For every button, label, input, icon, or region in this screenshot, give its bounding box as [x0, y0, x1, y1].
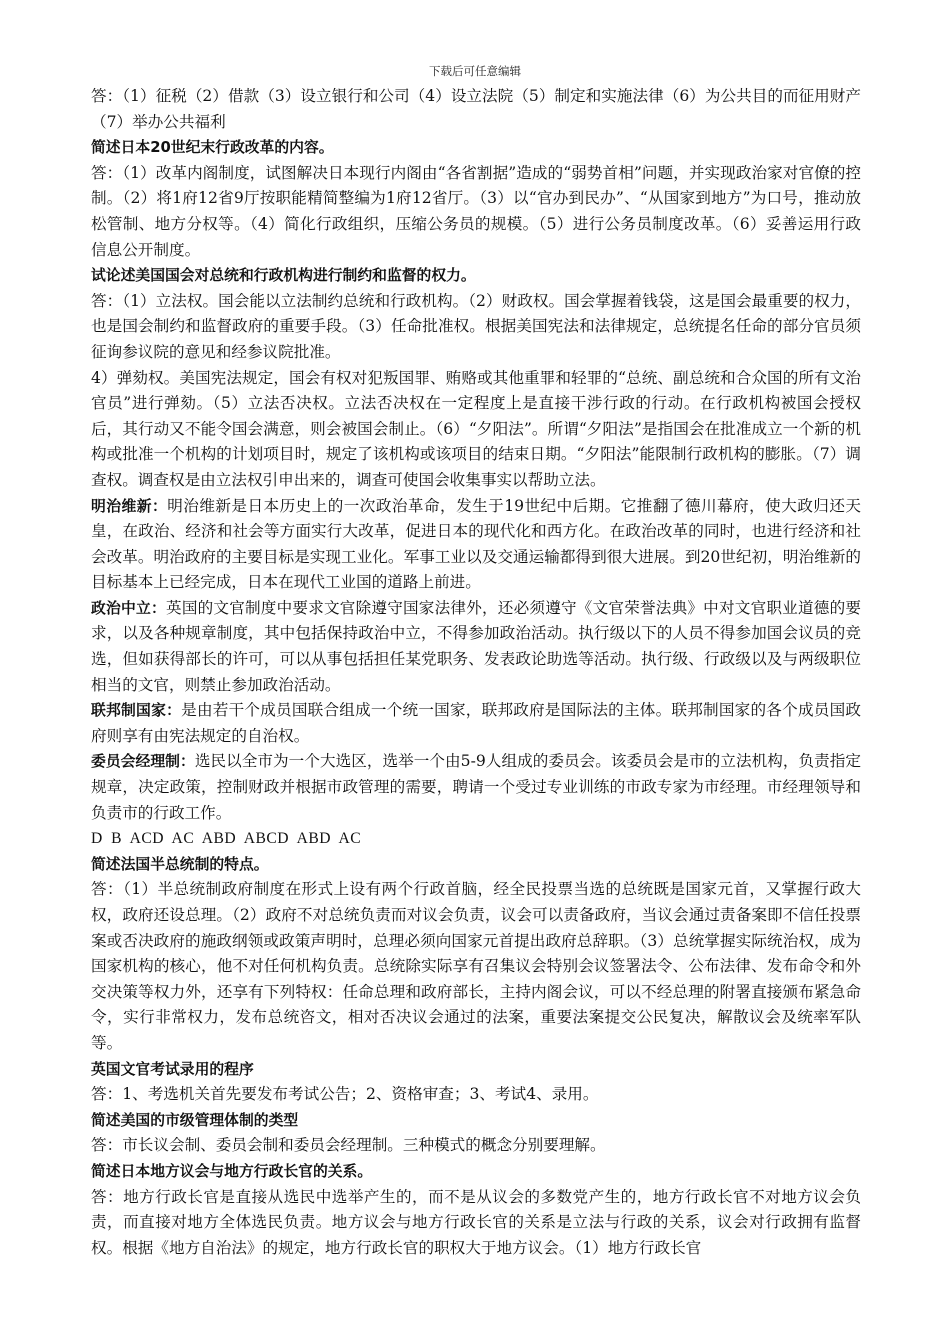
term-definition — [91, 494, 861, 596]
term-label: 委员会经理制： — [91, 753, 195, 771]
question-heading: 简述法国半总统制的特点。 — [91, 855, 269, 873]
page-header: 下载后可任意编辑 — [429, 64, 521, 78]
term-label: 明治维新： — [91, 497, 168, 515]
answer-key-line: D B ACD AC ABD ABCD ABD AC — [91, 830, 362, 848]
term-text: 是由若干个成员国联合组成一个统一国家，联邦政府是国际法的主体。联邦制国家的各个成员国政府则享有由宪法规定的自治权。 — [91, 701, 861, 745]
question-heading: 简述日本地方议会与地方行政长官的关系。 — [91, 1162, 373, 1180]
answer-paragraph: 答：（1）立法权。国会能以立法制约总统和行政机构。（2）财政权。国会掌握着钱袋，这是国会最重要的权力，也是国会制约和监督政府的重要手段。（3）任命批准权。根据美国宪法和法律规定，总统提名任命的部分官员须征询参议院的意见和经参议院批准。 — [91, 291, 861, 361]
term-definition — [91, 749, 861, 826]
term-definition — [91, 596, 861, 698]
document-body — [91, 84, 861, 1261]
answer-paragraph: 答：（1）征税（2）借款（3）设立银行和公司（4）设立法院（5）制定和实施法律（6）为公共目的而征用财产（7）举办公共福利 — [91, 87, 861, 131]
term-label: 联邦制国家： — [91, 702, 182, 720]
question-heading: 简述美国的市级管理体制的类型 — [91, 1111, 299, 1129]
answer-paragraph: 答：（1）半总统制政府制度在形式上设有两个行政首脑，经全民投票当选的总统既是国家元首，又掌握行政大权，政府还设总理。（2）政府不对总统负责而对议会负责，议会可以责备政府，当议会通过责备案即不信任投票案或否决政府的施政纲领或政策声明时，总理必须向国家元首提出政府总辞职。（3）总统掌握实际统治权，成为国家机构的核心，他不对任何机构负责。总统除实际享有召集议会特别会议签署法令、公布法律、发布命令和外交决策等权力外，还享有下列特权：任命总理和政府部长，主持内阁会议，可以不经总理的附署直接颁布紧急命令，实行非常权力，发布总统咨文，相对否决议会通过的法案，重要法案提交公民复决，解散议会及统率军队等。 — [91, 880, 861, 1052]
question-heading: 英国文官考试录用的程序 — [91, 1060, 254, 1078]
question-heading: 简述日本20世纪末行政改革的内容。 — [91, 139, 334, 157]
term-text: 明治维新是日本历史上的一次政治革命，发生于19世纪中后期。它推翻了德川幕府，使大政归还天皇，在政治、经济和社会等方面实行大改革，促进日本的现代化和西方化。在政治改革的同时，也进行经济和社会改革。明治政府的主要目标是实现工业化。军事工业以及交通运输都得到很大进展。到20世纪初，明治维新的目标基本上已经完成，日本在现代工业国的道路上前进。 — [91, 496, 861, 592]
term-definition — [91, 698, 861, 749]
answer-paragraph: 答：地方行政长官是直接从选民中选举产生的，而不是从议会的多数党产生的，地方行政长官不对地方议会负责，而直接对地方全体选民负责。地方议会与地方行政长官的关系是立法与行政的关系，议会对行政拥有监督权。根据《地方自治法》的规定，地方行政长官的职权大于地方议会。（1）地方行政长官 — [91, 1187, 861, 1257]
term-text: 选民以全市为一个大选区，选举一个由5-9人组成的委员会。该委员会是市的立法机构，负责指定规章，决定政策，控制财政并根据市政管理的需要，聘请一个受过专业训练的市政专家为市经理。市经理领导和负责市的行政工作。 — [91, 752, 861, 822]
answer-paragraph: 答：（1）改革内阁制度，试图解决日本现行内阁由“各省割据”造成的“弱势首相”问题，并实现政治家对官僚的控制。（2）将1府12省9厅按职能精简整编为1府12省厅。（3）以“官办到民办”、“从国家到地方”为口号，推动放松管制、地方分权等。（4）简化行政组织，压缩公务员的规模。（5）进行公务员制度改革。（6）妥善运用行政信息公开制度。 — [91, 163, 861, 259]
answer-paragraph: 答：1、考选机关首先要发布考试公告；2、资格审查；3、考试4、录用。 — [91, 1085, 599, 1104]
answer-paragraph: 答：市长议会制、委员会制和委员会经理制。三种模式的概念分别要理解。 — [91, 1136, 606, 1155]
question-heading: 试论述美国国会对总统和行政机构进行制约和监督的权力。 — [91, 267, 476, 285]
term-label: 政治中立： — [91, 599, 167, 617]
term-text: 英国的文官制度中要求文官除遵守国家法律外，还必须遵守《文官荣誉法典》中对文官职业道德的要求，以及各种规章制度，其中包括保持政治中立，不得参加政治活动。执行级以下的人员不得参加国会议员的竞选，但如获得部长的许可，可以从事包括担任某党职务、发表政论助选等活动。执行级、行政级以及与两级职位相当的文官，则禁止参加政治活动。 — [91, 598, 861, 694]
answer-paragraph: 4）弹劾权。美国宪法规定，国会有权对犯叛国罪、贿赂或其他重罪和轻罪的“总统、副总统和合众国的所有文治官员”进行弹劾。（5）立法否决权。立法否决权在一定程度上是直接干涉行政的行动。在行政机构被国会授权后，其行动又不能令国会满意，则会被国会制止。（6）“夕阳法”。所谓“夕阳法”是指国会在批准成立一个新的机构或批准一个机构的计划项目时，规定了该机构或该项目的结束日期。“夕阳法”能限制行政机构的膨胀。（7）调查权。调查权是由立法权引申出来的，调查可使国会收集事实以帮助立法。 — [91, 368, 861, 489]
